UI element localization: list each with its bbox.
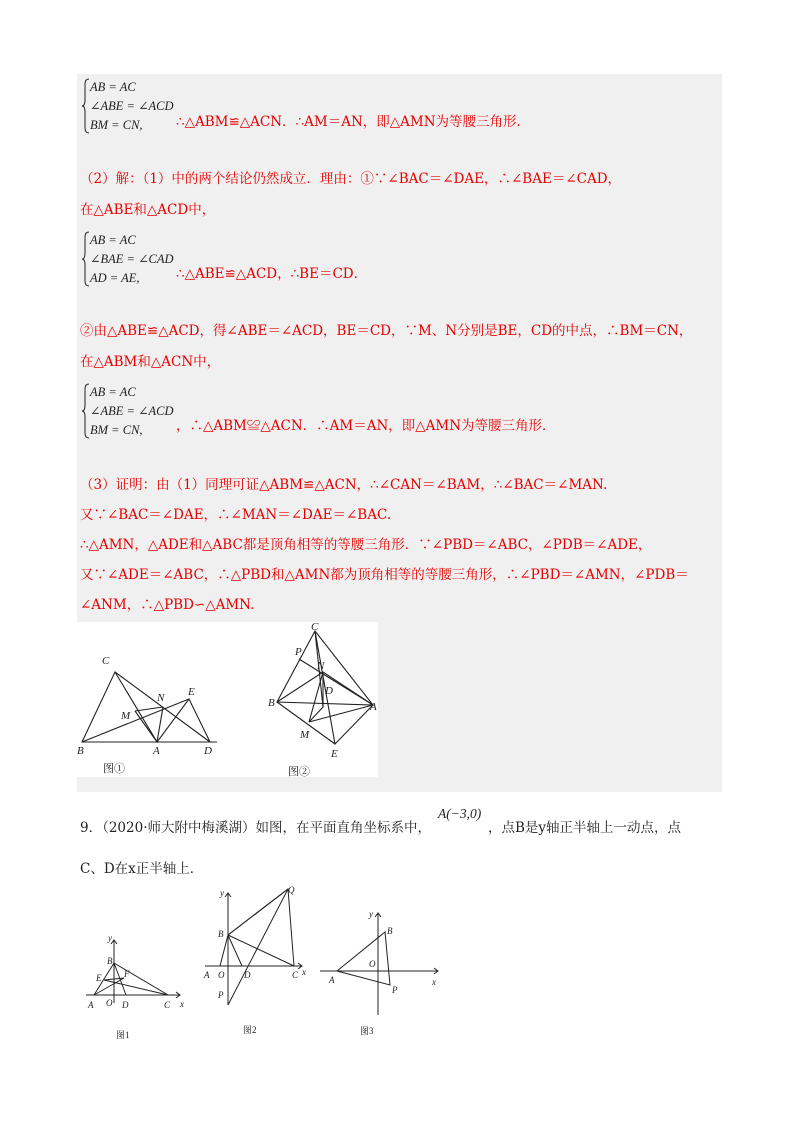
axis-y-label: y xyxy=(108,933,112,943)
system-row: BM = CN, xyxy=(90,423,143,437)
part3-line4: 又∵∠ADE＝∠ABC，∴△PBD和△AMN都为顶角相等的等腰三角形，∴∠PBD＝∠AMN，∠PDB＝ xyxy=(80,567,689,583)
system-row: ∠ABE = ∠ACD xyxy=(90,404,174,418)
conclusion-text: ∴△ABM≌△ACN．∴AM＝AN，即△AMN为等腰三角形． xyxy=(176,114,531,130)
system-row: AB = AC xyxy=(90,80,136,94)
figure-caption: 图1 xyxy=(116,1030,130,1040)
question-source: （2020·师大附中梅溪湖）如图，在平面直角坐标系中， xyxy=(102,820,431,836)
label-Q: Q xyxy=(288,885,295,895)
geometry-figures-upper xyxy=(77,622,378,777)
label-A: A xyxy=(153,745,160,757)
label-B: B xyxy=(268,697,275,709)
part2-line2: 在△ABE和△ACD中， xyxy=(80,202,216,218)
part2-line4: 在△ABM和△ACN中， xyxy=(80,354,221,370)
label-C: C xyxy=(292,970,299,980)
figure-caption: 图② xyxy=(288,766,310,777)
figure-panel-upper xyxy=(77,622,378,777)
part3-line2: 又∵∠BAC＝∠DAE，∴∠MAN＝∠DAE＝∠BAC. xyxy=(80,507,392,523)
label-B: B xyxy=(107,956,113,966)
part2-line1: （2）解：（1）中的两个结论仍然成立．理由：①∵∠BAC＝∠DAE，∴∠BAE＝∠CAD， xyxy=(80,171,622,187)
label-O: O xyxy=(106,998,113,1008)
part3-line1: （3）证明：由（1）同理可证△ABM≌△ACN，∴∠CAN＝∠BAM，∴∠BAC＝∠MAN. xyxy=(80,477,608,493)
coordinate-figures-lower xyxy=(80,885,460,1045)
label-D: D xyxy=(244,970,251,980)
label-O: O xyxy=(218,970,225,980)
label-B: B xyxy=(218,929,224,939)
point-A-coordinate: A(−3,0) xyxy=(438,806,482,821)
part3-line5: ∠ANM，∴△PBD∽△AMN. xyxy=(80,597,255,613)
label-A: A xyxy=(329,975,335,985)
axis-x-label: x xyxy=(180,999,184,1009)
label-M: M xyxy=(300,729,310,741)
label-B: B xyxy=(77,745,84,757)
system-row: AB = AC xyxy=(90,385,136,399)
left-brace-icon xyxy=(82,231,90,287)
label-A: A xyxy=(204,970,210,980)
label-F: F xyxy=(124,969,130,979)
label-A: A xyxy=(88,1000,94,1010)
label-N: N xyxy=(157,692,165,704)
left-brace-icon xyxy=(82,383,90,439)
label-M: M xyxy=(121,710,131,722)
label-A: A xyxy=(370,701,377,713)
label-C: C xyxy=(102,655,110,667)
system-row: BM = CN, xyxy=(90,118,143,132)
axis-x-label: x xyxy=(432,977,436,987)
system-row: AB = AC xyxy=(90,233,136,247)
label-O: O xyxy=(369,959,376,969)
system-row: ∠ABE = ∠ACD xyxy=(90,99,174,113)
conclusion-text: ∴△ABE≌△ACD，∴BE＝CD． xyxy=(176,266,368,282)
question-9-line2: C、D在x正半轴上． xyxy=(80,861,204,877)
left-brace-icon xyxy=(82,78,90,134)
label-D: D xyxy=(204,745,212,757)
label-E: E xyxy=(96,973,102,983)
label-N: N xyxy=(317,660,325,672)
axis-x-label: x xyxy=(302,967,306,977)
label-E: E xyxy=(188,686,195,698)
label-P: P xyxy=(218,990,224,1000)
conclusion-text: ，∴△ABM≌△ACN．∴AM＝AN，即△AMN为等腰三角形． xyxy=(176,418,556,434)
figure-caption: 图2 xyxy=(243,1025,257,1035)
label-P: P xyxy=(392,985,398,995)
part3-line3: ∴△AMN，△ADE和△ABC都是顶角相等的等腰三角形．∵∠PBD＝∠ABC，∠PDB＝∠ADE， xyxy=(80,537,652,553)
label-D: D xyxy=(325,685,333,697)
question-number: 9． xyxy=(80,820,103,836)
system-row: AD = AE, xyxy=(90,271,140,285)
part2-line3: ②由△ABE≌△ACD，得∠ABE＝∠ACD，BE＝CD，∵M、N分别是BE，CD的中点，∴BM＝CN， xyxy=(80,323,693,339)
label-E: E xyxy=(331,748,338,760)
label-C: C xyxy=(164,1000,171,1010)
label-B: B xyxy=(387,926,393,936)
label-P: P xyxy=(295,646,302,658)
figure-caption: 图3 xyxy=(360,1026,374,1036)
label-C: C xyxy=(311,622,319,633)
label-D: D xyxy=(122,1000,129,1010)
question-9-line1 xyxy=(80,816,431,836)
question-9-line1-rest: ，点B是y轴正半轴上一动点，点 xyxy=(488,820,682,836)
axis-y-label: y xyxy=(369,909,373,919)
axis-y-label: y xyxy=(220,888,224,898)
figure-caption: 图① xyxy=(103,763,125,775)
system-row: ∠BAE = ∠CAD xyxy=(90,252,174,266)
